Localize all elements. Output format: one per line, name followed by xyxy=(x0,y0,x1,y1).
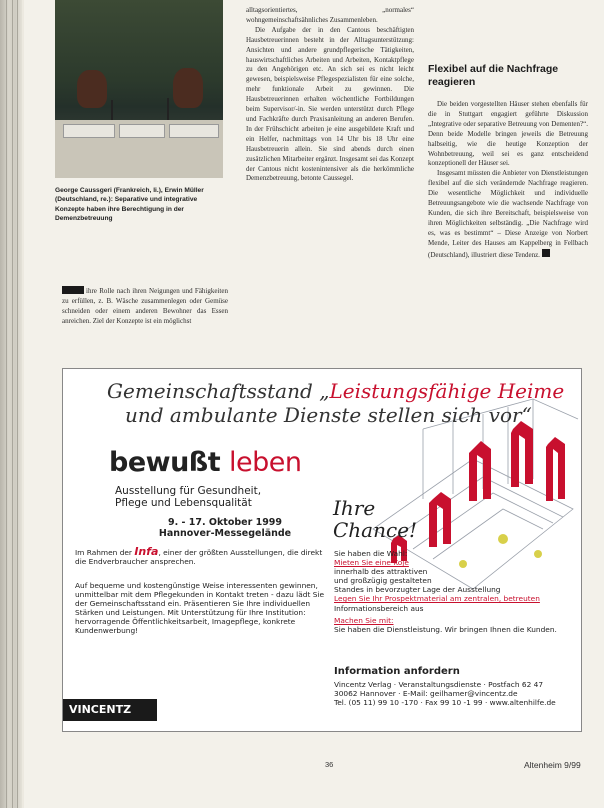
magazine-name: Altenheim 9/99 xyxy=(524,760,581,770)
ad-headline-highlight: Leistungsfähige Heime xyxy=(329,379,565,403)
infa-logo: Infa xyxy=(134,545,159,558)
nameplate xyxy=(63,124,115,138)
logo-word-bewusst: bewußt xyxy=(109,447,221,478)
column-2 xyxy=(246,6,414,184)
photo-caption: George Caussgeri (Frankreich, li.), Erwin Müller (Deutschland, re.): Separative und integrative Konzepte haben ihre Berechtigung in der Demenzbetreuung xyxy=(55,187,204,223)
nameplate xyxy=(169,124,219,138)
right-line: Legen Sie Ihr Prospektmaterial am zentralen, betreuten xyxy=(334,594,540,604)
contact-line: Tel. (05 11) 99 10 -170 · Fax 99 10 -1 99 · www.altenhilfe.de xyxy=(334,698,556,708)
vincentz-logo: VINCENTZ xyxy=(63,699,157,721)
infa-intro xyxy=(75,547,323,566)
conference-photo xyxy=(55,0,223,178)
person-left xyxy=(77,70,107,108)
contact-line: Vincentz Verlag · Veranstaltungsdienste · Postfach 62 47 xyxy=(334,680,544,689)
right-line: Standes in bevorzugter Lage der Ausstellung xyxy=(334,585,501,595)
right-line: und großzügig gestalteten xyxy=(334,576,432,586)
ad-left-paragraph: Auf bequeme und kostengünstige Weise interessenten gewinnen, unmittelbar mit dem Pflegekunden in Kontakt treten - dazu lädt Sie der Gemeinschaftsstand ein. Präsentieren Sie Ihre individuellen Stärken und Leistungen. Mit Unterstützung für Ihre Institution: hervorragende Öffentlichkeitsarbeit, Imagepflege, konkrete Kundenwerbung! xyxy=(75,581,324,636)
chance-line: Chance! xyxy=(333,518,418,542)
column-3 xyxy=(428,100,588,261)
end-marker xyxy=(542,249,550,257)
column-3-paragraph: Insgesamt müssten die Anbieter von Dienstleistungen flexibel auf die sich verändernde Nachfrage reagieren. Die wesentliche Möglichkeit und individuelle Betreuungsangebote wie die wachsende Nachfrage von Kunden, die sich ihre Bereitschaft, beispielsweise von ihren Möglichkeiten selbständig. „Die Nachfrage wird es, was es bestimmt“ – Diese Anzeige von Norbert Mende, Leiter des Hauses am Kappelberg in Fellbach (Deutschland), illustriert diese Tendenz. xyxy=(428,169,588,259)
microphone xyxy=(111,100,113,122)
date-line: 9. - 17. Oktober 1999 xyxy=(167,517,283,528)
spine-line xyxy=(6,0,7,808)
column-3-paragraph: Die beiden vorgestellten Häuser stehen ebenfalls für die in Stuttgart engagiert geführte Diskussion „Integrative oder separative Betreuung von Dementen?“. Denn beide Modelle bringen jeweils die Betreuung halbseitig, wie die heutige Konzeption der Wohnbetreuung, weil sei es ganz entscheidend konzeptionell der Häuser sei. xyxy=(428,100,588,168)
advertisement xyxy=(62,368,582,732)
ad-headline xyxy=(107,379,564,427)
exhibition-subtitle xyxy=(115,485,261,509)
nameplate xyxy=(119,124,165,138)
ad-headline-prefix: Gemeinschaftsstand „ xyxy=(107,379,330,403)
subtitle-line: Ausstellung für Gesundheit, xyxy=(115,485,262,497)
section-marker xyxy=(62,286,84,294)
column-2-paragraph: Die Aufgabe der in den Cantous beschäftigten Hausbetreuerinnen besteht in der Alltagsunterstützung: Ansichten und andere grundpflegerische Tätigkeiten, hauswirtschaftliches Arbeiten und Arbeiten, Kontaktpflege zu den Angehörigen etc. An sich sei es nicht leicht gewesen, beispielsweise Pflegespezialisten für eine solche, mehr funktionale Arbeit zu gewinnen. Die Hausbetreuerinnen erhalten wöchentliche Fortbildungen beim Supervisor/-in. Sie werden unterstützt durch Pflege und Fachkräfte durch Praxisanleitung an anderen Berufen. In der Frühschicht arbeiten je eine ausgebildete Kraft und ein Helfer, nachmittags von 14 Uhr bis 18 Uhr eine Hausbetreuerin allein. Sie sind abends durch einen zusätzlichen Mitarbeiter ergänzt. Insgesamt sei das Konzept der Cantous nicht kostenintensiver als die herkömmliche Demenzbetreuung, betonte Caussegel. xyxy=(246,25,415,183)
info-heading: Information anfordern xyxy=(334,666,460,677)
section-heading: Flexibel auf die Nachfrage reagieren xyxy=(428,63,559,88)
right-line: Machen Sie mit: xyxy=(334,615,394,625)
right-line: Sie haben die Wahl: xyxy=(334,549,408,558)
chance-headline xyxy=(333,497,417,541)
contact-info xyxy=(334,680,574,707)
right-line: Mieten Sie eine Koje xyxy=(334,558,409,568)
spine-line xyxy=(17,0,18,808)
right-line: innerhalb des attraktiven xyxy=(334,567,428,577)
page-number: 36 xyxy=(325,760,334,769)
right-line: Informationsbereich aus xyxy=(334,603,424,613)
bewusst-leben-logo xyxy=(109,447,302,478)
contact-line: 30062 Hannover · E-Mail: geilhamer@vincentz.de xyxy=(334,689,518,699)
person-right xyxy=(173,68,203,108)
intro-suffix: , einer der größten Ausstellungen, die direkt die Endverbraucher ansprechen. xyxy=(75,548,323,567)
exhibition-date xyxy=(135,517,315,539)
column-2-paragraph: alltagsorientiertes, „normales“ wohngemeinschaftsähnliches Zusammenleben. xyxy=(246,6,414,24)
ad-headline-line2: und ambulante Dienste stellen sich vor“ xyxy=(125,403,532,427)
spine-line xyxy=(12,0,13,808)
column-1-text: ihre Rolle nach ihren Neigungen und Fähigkeiten zu erfüllen, z. B. Wäsche zusammenlegen oder Gemüse schneiden oder einem anderen Bewohner das Essen anreichen. Ziel der Konzepte ist ein möglichst xyxy=(62,287,228,325)
subtitle-line: Pflege und Lebensqualität xyxy=(115,497,252,509)
book-spine xyxy=(0,0,22,808)
chance-line: Ihre xyxy=(333,496,376,520)
intro-prefix: Im Rahmen der xyxy=(75,548,132,557)
ad-right-list xyxy=(334,549,574,634)
microphone xyxy=(167,98,169,122)
logo-word-leben: leben xyxy=(229,447,302,478)
column-1 xyxy=(62,286,228,327)
right-line: Sie haben die Dienstleistung. Wir bringen Ihnen die Kunden. xyxy=(334,624,557,634)
venue-line: Hannover-Messegelände xyxy=(158,528,292,539)
